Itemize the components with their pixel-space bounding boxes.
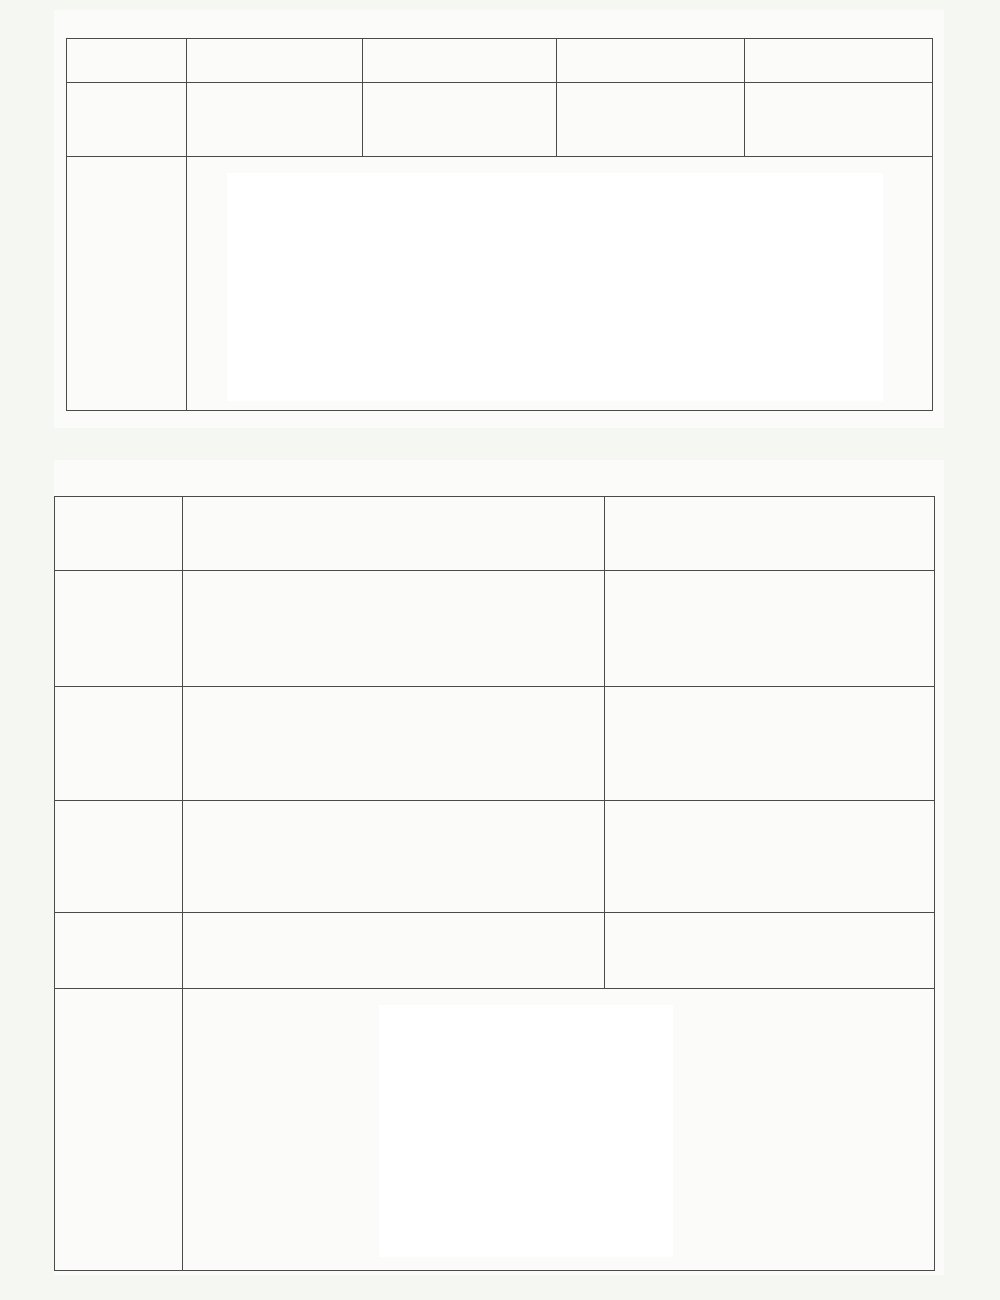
vegetation-label <box>67 83 187 157</box>
table-row <box>67 157 933 411</box>
charts-cell <box>187 157 933 411</box>
header-cell <box>745 39 933 83</box>
table-row <box>55 497 935 571</box>
charts-cell <box>183 989 935 1271</box>
subtropical-climate-charts <box>379 1005 673 1257</box>
row-value-a <box>183 687 605 801</box>
row-label <box>55 913 183 989</box>
row-value-b <box>605 913 935 989</box>
row-value-b <box>605 801 935 913</box>
header-cell <box>557 39 745 83</box>
table-row <box>55 913 935 989</box>
subtropical-climate-table-sheet <box>54 460 944 1275</box>
table-row <box>67 83 933 157</box>
tropical-charts-panel <box>227 173 883 401</box>
row-value-a <box>183 801 605 913</box>
row-label <box>55 801 183 913</box>
header-cell <box>363 39 557 83</box>
vegetation-desert <box>745 83 933 157</box>
row-value-a <box>183 497 605 571</box>
table-row <box>67 39 933 83</box>
header-cell <box>67 39 187 83</box>
header-cell <box>187 39 363 83</box>
tropical-climate-table <box>66 38 933 411</box>
vegetation-savanna <box>363 83 557 157</box>
table-row <box>55 571 935 687</box>
subtropical-charts-panel <box>379 1005 673 1257</box>
chart-label <box>67 157 187 411</box>
table-row <box>55 801 935 913</box>
table-row <box>55 687 935 801</box>
row-value-b <box>605 497 935 571</box>
table-row <box>55 989 935 1271</box>
row-label <box>55 989 183 1271</box>
row-value-b <box>605 571 935 687</box>
row-value-a <box>183 571 605 687</box>
row-label <box>55 571 183 687</box>
subtropical-climate-table <box>54 496 935 1271</box>
row-label <box>55 497 183 571</box>
row-value-b <box>605 687 935 801</box>
row-label <box>55 687 183 801</box>
vegetation-monsoon-forest <box>557 83 745 157</box>
tropical-climate-table-sheet <box>54 10 944 428</box>
row-value-a <box>183 913 605 989</box>
tropical-climate-charts <box>227 173 883 401</box>
vegetation-rainforest <box>187 83 363 157</box>
